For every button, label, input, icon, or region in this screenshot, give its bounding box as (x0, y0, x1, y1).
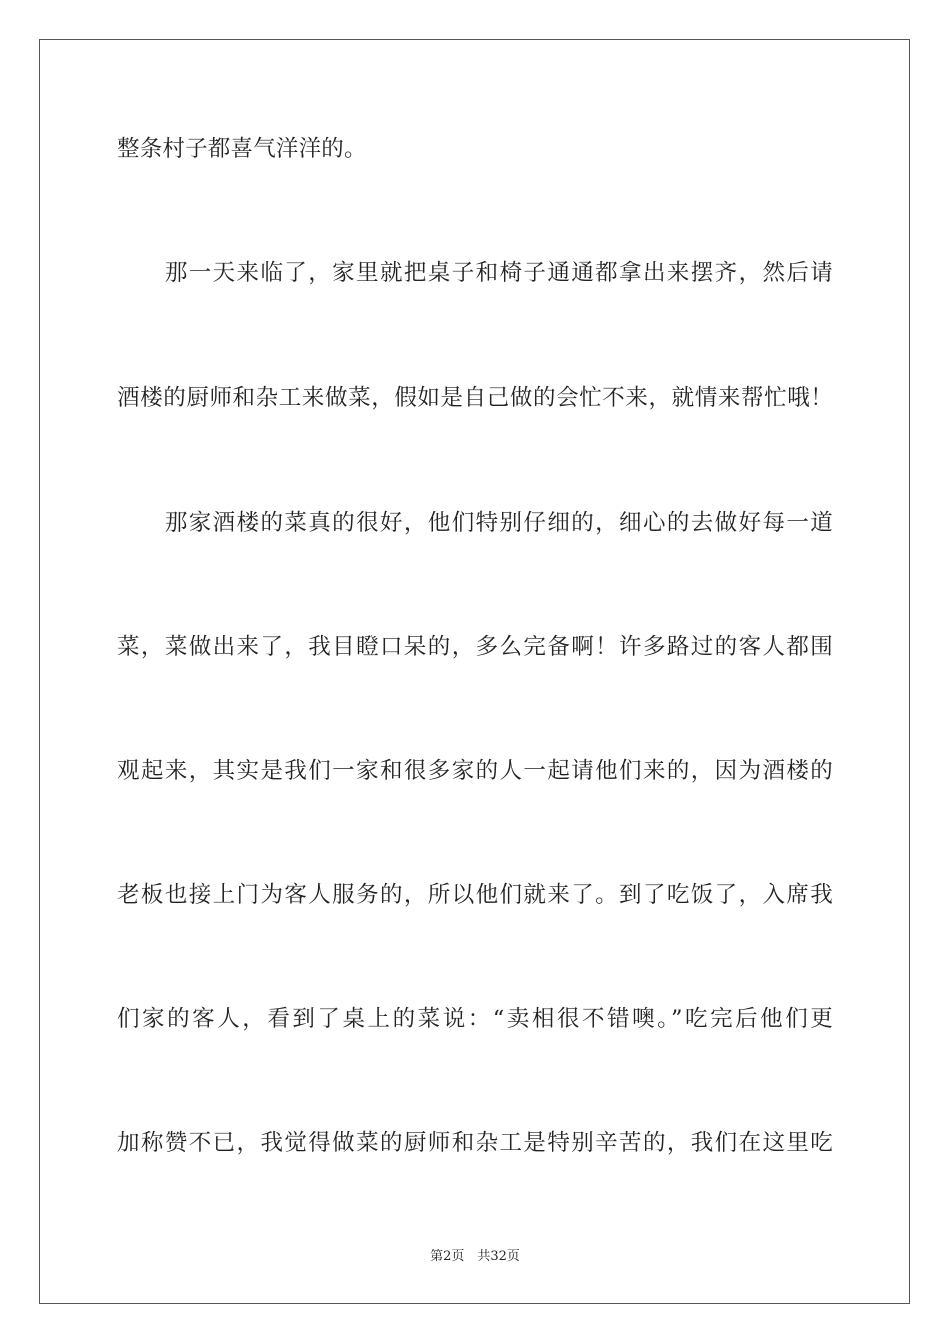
text-line-8: 们家的客人，看到了桌上的菜说：“卖相很不错噢。”吃完后他们更 (117, 1006, 833, 1032)
text-line-7: 老板也接上门为客人服务的，所以他们就来了。到了吃饭了，入席我 (117, 882, 833, 908)
page-border (39, 39, 910, 1304)
text-line-3: 酒楼的厨师和杂工来做菜，假如是自己做的会忙不来，就情来帮忙哦！ (117, 385, 833, 411)
text-line-6: 观起来，其实是我们一家和很多家的人一起请他们来的，因为酒楼的 (117, 758, 833, 784)
text-line-9: 加称赞不已，我觉得做菜的厨师和杂工是特别辛苦的，我们在这里吃 (117, 1130, 833, 1156)
page-number: 第2页 共32页 (430, 1249, 520, 1264)
text-line-2: 那一天来临了，家里就把桌子和椅子通通都拿出来摆齐，然后请 (117, 260, 833, 286)
text-line-5: 菜，菜做出来了，我目瞪口呆的，多么完备啊！许多路过的客人都围 (117, 634, 833, 660)
text-line-4: 那家酒楼的菜真的很好，他们特别仔细的，细心的去做好每一道 (117, 510, 833, 536)
text-line-1: 整条村子都喜气洋洋的。 (117, 136, 367, 162)
